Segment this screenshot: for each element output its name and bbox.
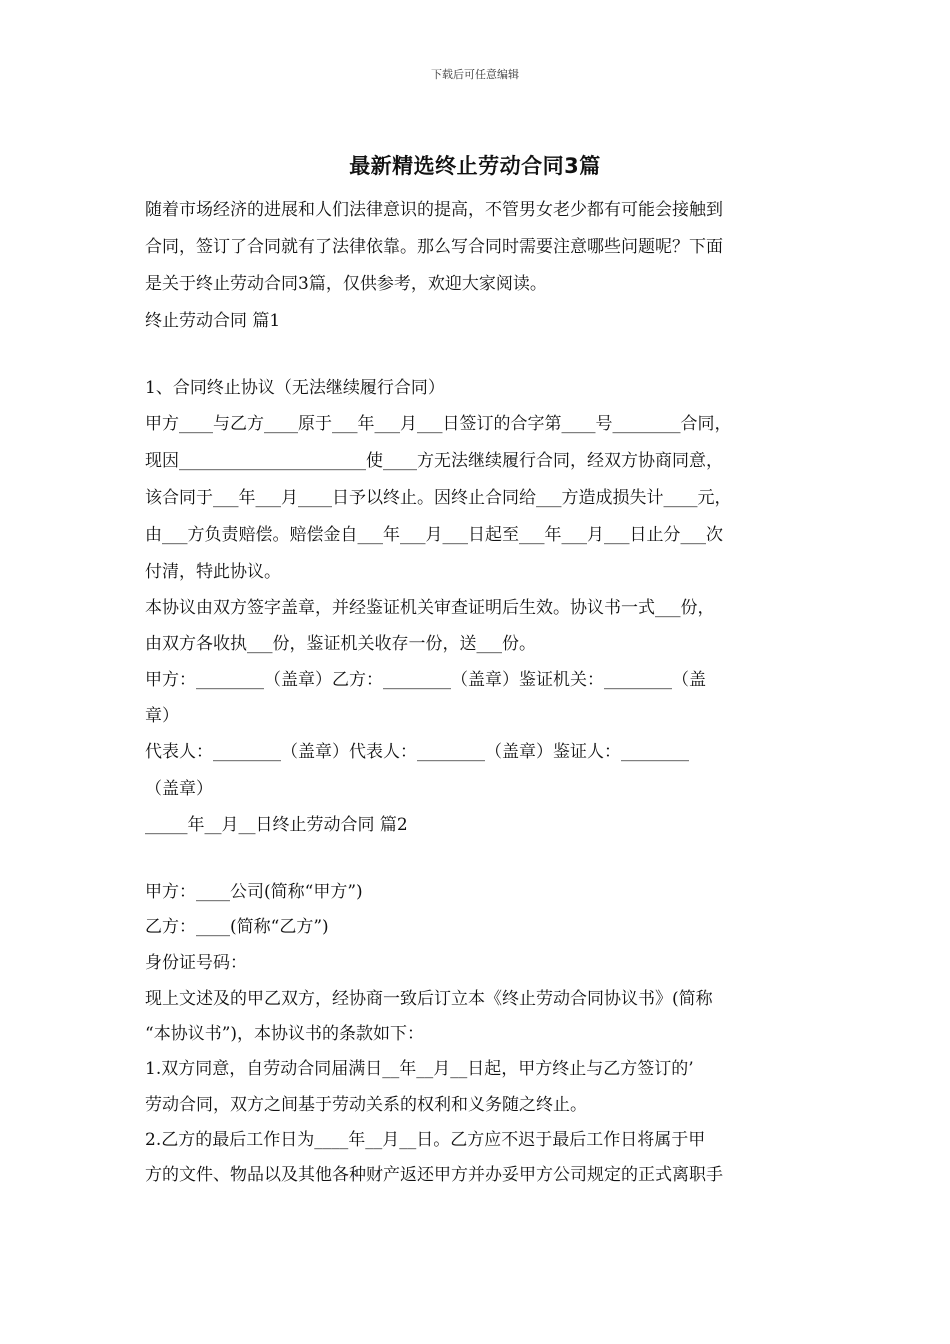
party-a-line: 甲方：____公司(简称“甲方”): [145, 882, 363, 902]
paragraph-line: 2.乙方的最后工作日为____年__月__日。乙方应不迟于最后工作日将属于甲: [145, 1130, 706, 1150]
paragraph-line: 付清，特此协议。: [145, 562, 281, 582]
paragraph-line: 现因______________________使____方无法继续履行合同，经双方协商同意，: [145, 451, 723, 471]
intro-line-2: 合同，签订了合同就有了法律依靠。那么写合同时需要注意哪些问题呢？下面: [145, 237, 723, 257]
paragraph-line: 1.双方同意，自劳动合同届满日__年__月__日起，甲方终止与乙方签订的’: [145, 1059, 694, 1079]
intro-line-3: 是关于终止劳动合同3篇，仅供参考，欢迎大家阅读。: [145, 274, 547, 294]
intro-line-1: 随着市场经济的进展和人们法律意识的提高，不管男女老少都有可能会接触到: [145, 200, 723, 220]
paragraph-line: 本协议由双方签字盖章，并经鉴证机关审查证明后生效。协议书一式___份，: [145, 598, 715, 618]
paragraph-line: 劳动合同，双方之间基于劳动关系的权利和义务随之终止。: [145, 1095, 587, 1115]
paragraph-line: 由___方负责赔偿。赔偿金自___年___月___日起至___年___月___日止分___次: [145, 525, 723, 545]
page-title: 最新精选终止劳动合同3篇: [349, 154, 601, 178]
signature-line: 代表人：________（盖章）代表人：________（盖章）鉴证人：________: [145, 742, 689, 762]
paragraph-line: 甲方____与乙方____原于___年___月___日签订的合字第____号________合同，: [145, 414, 732, 434]
section-heading-1: 终止劳动合同 篇1: [145, 311, 281, 331]
signature-line: （盖章）: [145, 779, 213, 799]
id-number-line: 身份证号码：: [145, 953, 247, 973]
party-b-line: 乙方：____(简称“乙方”): [145, 917, 329, 937]
paragraph-line: 由双方各收执___份，鉴证机关收存一份，送___份。: [145, 634, 536, 654]
clause-heading: 1、合同终止协议（无法继续履行合同）: [145, 378, 445, 398]
signature-line: 甲方：________（盖章）乙方：________（盖章）鉴证机关：________（盖: [145, 670, 706, 690]
paragraph-line: 现上文述及的甲乙双方，经协商一致后订立本《终止劳动合同协议书》(简称: [145, 989, 713, 1009]
paragraph-line: 该合同于___年___月____日予以终止。因终止合同给___方造成损失计____元，: [145, 488, 732, 508]
signature-line: 章）: [145, 706, 179, 726]
header-note: 下载后可任意编辑: [431, 68, 519, 81]
section-heading-2: _____年__月__日终止劳动合同 篇2: [145, 815, 408, 835]
paragraph-line: “本协议书”)，本协议书的条款如下：: [145, 1024, 425, 1044]
paragraph-line: 方的文件、物品以及其他各种财产返还甲方并办妥甲方公司规定的正式离职手: [145, 1165, 723, 1185]
